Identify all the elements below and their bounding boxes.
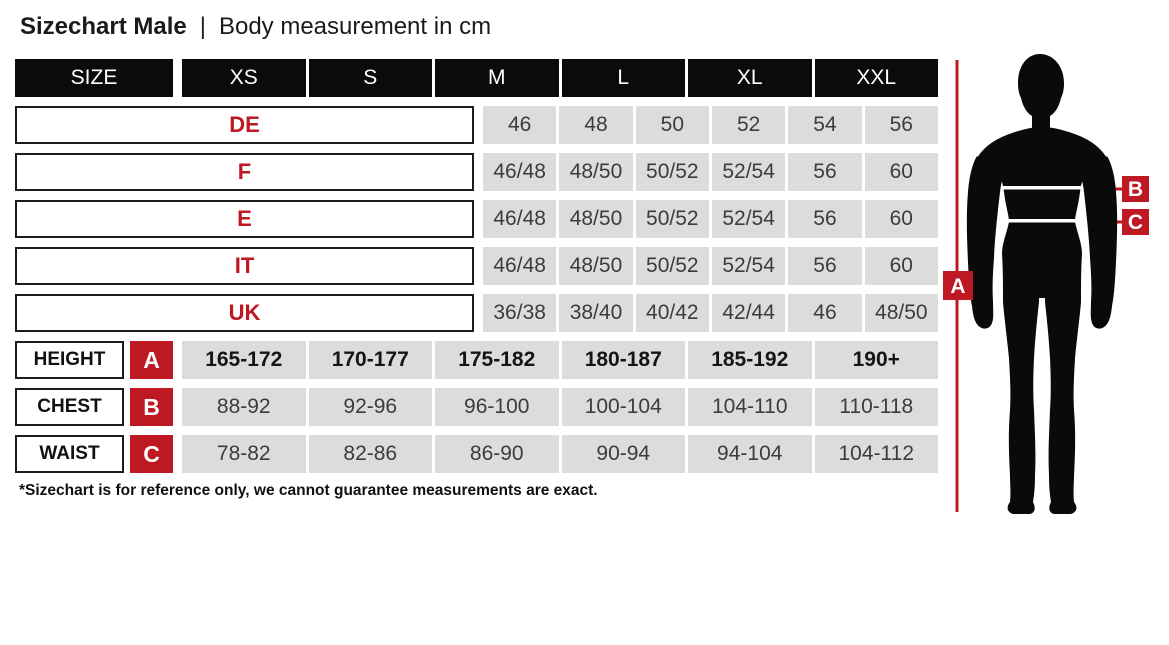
size-value-cell: 46/48 [483, 153, 556, 191]
measurement-value-cell: 165-172 [182, 341, 306, 379]
measurement-label-height: HEIGHT [15, 341, 124, 379]
column-header-s: S [309, 59, 433, 97]
silhouette-right-leg [1045, 296, 1081, 514]
size-value-cell: 60 [865, 153, 938, 191]
size-value-cell: 52/54 [712, 153, 785, 191]
column-header-xl: XL [688, 59, 812, 97]
marker-badge-c: C [130, 435, 173, 473]
measurement-value-cell: 92-96 [309, 388, 433, 426]
column-header-l: L [562, 59, 686, 97]
silhouette-right-arm [1078, 156, 1117, 329]
size-value-cell: 46 [788, 294, 861, 332]
size-value-cell: 50 [636, 106, 709, 144]
male-silhouette-icon [967, 54, 1117, 514]
size-column-headers [182, 59, 938, 97]
measurement-rows [15, 341, 938, 473]
measurement-value-cell: 96-100 [435, 388, 559, 426]
body-figure-svg [930, 40, 1169, 570]
size-value-cell: 36/38 [483, 294, 556, 332]
size-value-cell: 48/50 [559, 153, 632, 191]
size-value-cell: 50/52 [636, 153, 709, 191]
measurement-value-cell: 190+ [815, 341, 939, 379]
row-label-it: IT [15, 247, 474, 285]
row-label-de: DE [15, 106, 474, 144]
measurement-label-group [15, 435, 173, 473]
measurement-value-cell: 100-104 [562, 388, 686, 426]
column-header-m: M [435, 59, 559, 97]
measurement-value-cell: 94-104 [688, 435, 812, 473]
size-row-values [483, 247, 938, 285]
measurement-label-waist: WAIST [15, 435, 124, 473]
measurement-label-group [15, 388, 173, 426]
size-value-cell: 60 [865, 200, 938, 238]
marker-badge-b: B [130, 388, 173, 426]
measurement-label-chest: CHEST [15, 388, 124, 426]
size-value-cell: 48 [559, 106, 632, 144]
measurement-value-cell: 170-177 [309, 341, 433, 379]
row-label-f: F [15, 153, 474, 191]
size-row-f [15, 153, 938, 191]
silhouette-head [1018, 54, 1064, 128]
measurement-row-values [182, 388, 938, 426]
size-value-cell: 46/48 [483, 247, 556, 285]
measurement-value-cell: 110-118 [815, 388, 939, 426]
figure-marker-a: A [950, 275, 966, 298]
measurement-value-cell: 185-192 [688, 341, 812, 379]
size-value-cell: 52/54 [712, 200, 785, 238]
title-subtitle: Body measurement in cm [218, 13, 492, 40]
measurement-value-cell: 104-110 [688, 388, 812, 426]
size-value-cell: 38/40 [559, 294, 632, 332]
measurement-row-height [15, 341, 938, 379]
title-separator: | [199, 13, 206, 40]
size-row-values [483, 294, 938, 332]
size-row-values [483, 153, 938, 191]
figure-marker-b: B [1127, 178, 1144, 201]
title-main: Sizechart Male [20, 13, 187, 40]
size-value-cell: 42/44 [712, 294, 785, 332]
measurement-value-cell: 82-86 [309, 435, 433, 473]
size-value-cell: 46 [483, 106, 556, 144]
size-value-cell: 48/50 [865, 294, 938, 332]
silhouette-left-arm [967, 156, 1006, 329]
measurement-value-cell: 86-90 [435, 435, 559, 473]
column-header-xxl: XXL [815, 59, 939, 97]
measurement-row-chest [15, 388, 938, 426]
size-value-cell: 56 [788, 200, 861, 238]
page-title [20, 13, 491, 41]
conversion-rows [15, 106, 938, 332]
size-value-cell: 48/50 [559, 200, 632, 238]
row-label-uk: UK [15, 294, 474, 332]
measurement-label-group [15, 341, 173, 379]
size-value-cell: 54 [788, 106, 861, 144]
size-value-cell: 52/54 [712, 247, 785, 285]
size-row-values [483, 200, 938, 238]
size-header-cell: SIZE [15, 59, 173, 97]
measurement-value-cell: 175-182 [435, 341, 559, 379]
size-value-cell: 56 [788, 153, 861, 191]
waist-line [1007, 219, 1077, 223]
column-header-xs: XS [182, 59, 306, 97]
measurement-row-values [182, 341, 938, 379]
size-value-cell: 50/52 [636, 247, 709, 285]
size-table [15, 59, 938, 500]
size-table-header-row [15, 59, 938, 97]
size-value-cell: 56 [865, 106, 938, 144]
measurement-row-waist [15, 435, 938, 473]
marker-badge-a: A [130, 341, 173, 379]
size-row-it [15, 247, 938, 285]
measurement-value-cell: 88-92 [182, 388, 306, 426]
chest-line [1003, 186, 1081, 190]
size-value-cell: 52 [712, 106, 785, 144]
measurement-value-cell: 90-94 [562, 435, 686, 473]
size-value-cell: 50/52 [636, 200, 709, 238]
silhouette-left-leg [1003, 296, 1039, 514]
measurement-value-cell: 180-187 [562, 341, 686, 379]
measurement-row-values [182, 435, 938, 473]
size-row-de [15, 106, 938, 144]
size-row-uk [15, 294, 938, 332]
body-measurement-figure [930, 40, 1169, 580]
footnote: *Sizechart is for reference only, we cannot guarantee measurements are exact. [19, 482, 598, 499]
size-value-cell: 40/42 [636, 294, 709, 332]
measurement-value-cell: 78-82 [182, 435, 306, 473]
size-value-cell: 60 [865, 247, 938, 285]
size-value-cell: 56 [788, 247, 861, 285]
size-row-values [483, 106, 938, 144]
size-row-e [15, 200, 938, 238]
row-label-e: E [15, 200, 474, 238]
figure-marker-c: C [1127, 211, 1144, 234]
size-value-cell: 48/50 [559, 247, 632, 285]
size-value-cell: 46/48 [483, 200, 556, 238]
measurement-value-cell: 104-112 [815, 435, 939, 473]
